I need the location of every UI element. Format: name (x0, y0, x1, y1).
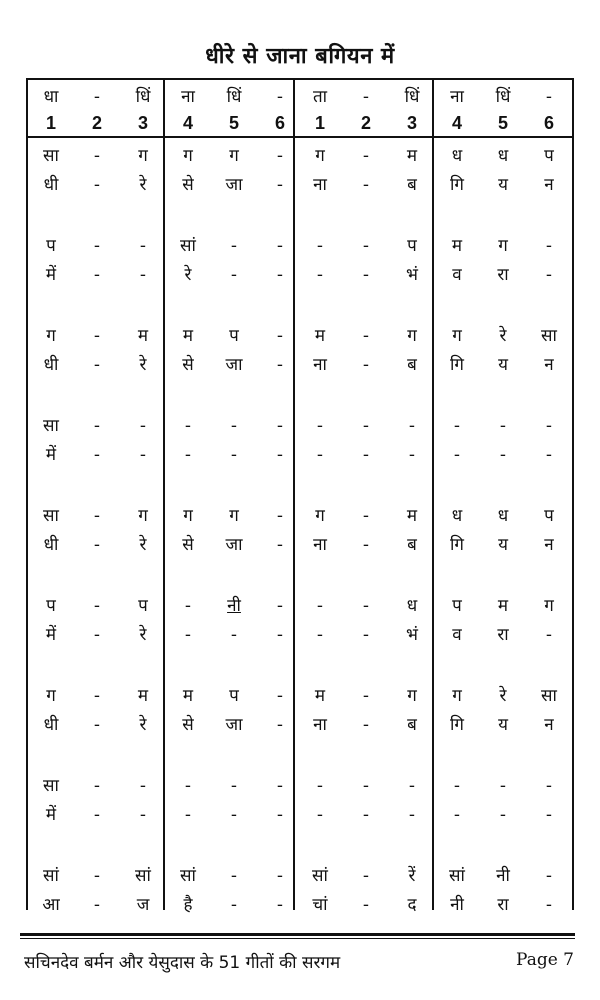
swar-row-cell: ग (452, 326, 462, 346)
lyric-row-cell: गि (450, 355, 464, 375)
swar-row-cell: म (406, 506, 418, 526)
beat_row-cell: 2 (91, 113, 102, 133)
lyric-row-cell: - (230, 625, 238, 645)
lyric-row-cell: से (182, 355, 194, 375)
swar-row-cell: ग (544, 596, 554, 616)
lyric-row-cell: - (499, 445, 507, 465)
swar-row-cell: प (229, 686, 239, 706)
swar-row-cell (211, 595, 257, 617)
lyric-row-cell: से (182, 535, 194, 555)
swar-row-cell: सा (541, 686, 557, 706)
swar-row-cell: ग (315, 146, 325, 166)
swar-row-cell: सां (43, 866, 59, 886)
lyric-row-cell: - (453, 445, 461, 465)
swar-row-cell: - (276, 416, 284, 436)
lyric-row-cell: ज (136, 895, 150, 915)
bol_row-cell: - (276, 87, 284, 107)
swar-row-cell: - (276, 506, 284, 526)
lyric-row-cell: न (544, 175, 554, 195)
lyric-row-cell: रे (139, 535, 147, 555)
lyric-row-cell: भं (406, 265, 418, 285)
swar-row-cell: - (499, 776, 507, 796)
swar-row-cell: सा (43, 146, 59, 166)
swar-row-cell: म (182, 686, 194, 706)
beat_row-cell: 4 (182, 113, 193, 133)
lyric-row-cell: रे (139, 355, 147, 375)
swar-row-cell: म (182, 326, 194, 346)
swar-row-cell: प (452, 596, 462, 616)
lyric-row-cell: य (498, 535, 508, 555)
lyric-row-cell: रा (497, 895, 509, 915)
swar-row-cell: ग (138, 506, 148, 526)
swar-row-cell: - (316, 416, 324, 436)
swar-row-cell: - (316, 776, 324, 796)
header-rule (26, 136, 574, 138)
swar-row-cell: - (276, 236, 284, 256)
bol_row-cell: धिं (135, 87, 151, 107)
swar-row-cell: नी (496, 866, 510, 886)
lyric-row-cell: धी (43, 715, 59, 735)
swar-row-cell: ग (407, 686, 417, 706)
swar-row-cell: - (362, 326, 370, 346)
bol_row-cell: धिं (495, 87, 511, 107)
bol_row-cell: - (93, 87, 101, 107)
swar-row-cell: ग (46, 686, 56, 706)
lyric-row-cell: य (498, 355, 508, 375)
underlined-note: नी (227, 596, 241, 616)
swar-row-cell: - (499, 416, 507, 436)
lyric-row-cell: - (93, 355, 101, 375)
swar-row-cell: प (229, 326, 239, 346)
footer-rule (20, 933, 575, 936)
lyric-row-cell: द (407, 895, 417, 915)
lyric-row-cell: - (276, 535, 284, 555)
swar-row-cell: - (408, 416, 416, 436)
footer-book-title: सचिनदेव बर्मन और येसुदास के 51 गीतों की सरगम (24, 953, 341, 973)
lyric-row-cell: - (316, 265, 324, 285)
lyric-row-cell: धी (43, 535, 59, 555)
swar-row-cell: सां (135, 866, 151, 886)
lyric-row-cell: रे (139, 175, 147, 195)
lyric-row-cell: में (45, 445, 57, 465)
bol_row-cell: धिं (404, 87, 420, 107)
lyric-row-cell: - (408, 445, 416, 465)
lyric-row-cell: में (45, 625, 57, 645)
swar-row-cell: - (139, 416, 147, 436)
lyric-row-cell: - (362, 445, 370, 465)
swar-row-cell: सां (312, 866, 328, 886)
swar-row-cell: ग (183, 506, 193, 526)
page-number: Page 7 (516, 950, 574, 970)
swar-row-cell: - (276, 776, 284, 796)
lyric-row-cell: ब (407, 175, 417, 195)
lyric-row-cell: रे (139, 625, 147, 645)
lyric-row-cell: ब (407, 535, 417, 555)
swar-row-cell: - (276, 866, 284, 886)
swar-row-cell: - (93, 686, 101, 706)
lyric-row-cell: - (408, 805, 416, 825)
swar-row-cell: - (93, 416, 101, 436)
beat_row-cell: 4 (451, 113, 462, 133)
lyric-row-cell: - (139, 265, 147, 285)
bol_row-cell: ता (312, 87, 328, 107)
bol_row-cell: धिं (226, 87, 242, 107)
lyric-row-cell: ना (313, 535, 327, 555)
lyric-row-cell: - (499, 805, 507, 825)
swar-row-cell: ध (451, 146, 463, 166)
swar-row-cell: - (545, 866, 553, 886)
lyric-row-cell: ना (313, 175, 327, 195)
beat_row-cell: 1 (45, 113, 56, 133)
lyric-row-cell: - (276, 715, 284, 735)
swar-row-cell: ग (229, 506, 239, 526)
swar-row-cell: - (93, 776, 101, 796)
swar-row-cell: - (362, 146, 370, 166)
swar-row-cell: ध (497, 146, 509, 166)
swar-row-cell: - (545, 416, 553, 436)
swar-row-cell: - (276, 686, 284, 706)
swar-row-cell: सा (43, 776, 59, 796)
swar-row-cell: - (93, 506, 101, 526)
swar-row-cell: म (314, 686, 326, 706)
swar-row-cell: - (93, 236, 101, 256)
lyric-row-cell: - (362, 265, 370, 285)
lyric-row-cell: - (316, 445, 324, 465)
swar-row-cell: प (46, 596, 56, 616)
lyric-row-cell: न (544, 355, 554, 375)
swar-row-cell: रें (408, 866, 416, 886)
lyric-row-cell: य (498, 175, 508, 195)
swar-row-cell: म (497, 596, 509, 616)
swar-row-cell: ध (497, 506, 509, 526)
lyric-row-cell: - (230, 895, 238, 915)
lyric-row-cell: - (93, 895, 101, 915)
swar-row-cell: ग (407, 326, 417, 346)
swar-row-cell: - (362, 686, 370, 706)
lyric-row-cell: - (93, 265, 101, 285)
lyric-row-cell: - (362, 895, 370, 915)
lyric-row-cell: - (276, 175, 284, 195)
lyric-row-cell: - (276, 265, 284, 285)
lyric-row-cell: में (45, 265, 57, 285)
bol_row-cell: ना (181, 87, 195, 107)
swar-row-cell: - (362, 866, 370, 886)
lyric-row-cell: - (362, 535, 370, 555)
swar-row-cell: - (276, 146, 284, 166)
lyric-row-cell: - (545, 805, 553, 825)
swar-row-cell: - (362, 416, 370, 436)
beat_row-cell: 2 (360, 113, 371, 133)
swar-row-cell: म (314, 326, 326, 346)
swar-row-cell: रे (499, 686, 507, 706)
swar-row-cell: ग (452, 686, 462, 706)
lyric-row-cell: ब (407, 715, 417, 735)
swar-row-cell: ग (183, 146, 193, 166)
lyric-row-cell: धी (43, 355, 59, 375)
lyric-row-cell: व (452, 625, 462, 645)
swar-row-cell: - (453, 416, 461, 436)
lyric-row-cell: - (184, 445, 192, 465)
lyric-row-cell: में (45, 805, 57, 825)
lyric-row-cell: - (93, 715, 101, 735)
lyric-row-cell: गि (450, 175, 464, 195)
beat_row-cell: 3 (406, 113, 417, 133)
lyric-row-cell: - (93, 175, 101, 195)
lyric-row-cell: व (452, 265, 462, 285)
lyric-row-cell: - (453, 805, 461, 825)
lyric-row-cell: - (276, 625, 284, 645)
lyric-row-cell: - (230, 445, 238, 465)
swar-row-cell: ध (406, 596, 418, 616)
lyric-row-cell: - (362, 175, 370, 195)
lyric-row-cell: - (362, 805, 370, 825)
lyric-row-cell: - (276, 805, 284, 825)
swar-row-cell: - (139, 776, 147, 796)
swar-row-cell: - (93, 146, 101, 166)
lyric-row-cell: रा (497, 625, 509, 645)
swar-row-cell: - (362, 506, 370, 526)
lyric-row-cell: - (545, 895, 553, 915)
lyric-row-cell: गि (450, 715, 464, 735)
lyric-row-cell: आ (42, 895, 60, 915)
swar-row-cell: सा (43, 506, 59, 526)
swar-row-cell: - (362, 596, 370, 616)
lyric-row-cell: ब (407, 355, 417, 375)
swar-row-cell: - (545, 236, 553, 256)
lyric-row-cell: नी (450, 895, 464, 915)
sargam-table (26, 78, 574, 915)
swar-row-cell: - (545, 776, 553, 796)
swar-row-cell: ग (46, 326, 56, 346)
lyric-row-cell: - (93, 445, 101, 465)
swar-row-cell: - (230, 236, 238, 256)
swar-row-cell: - (230, 416, 238, 436)
lyric-row-cell: - (230, 805, 238, 825)
bol_row-cell: ना (450, 87, 464, 107)
lyric-row-cell: - (184, 805, 192, 825)
lyric-row-cell: न (544, 535, 554, 555)
lyric-row-cell: - (316, 805, 324, 825)
swar-row-cell: - (93, 326, 101, 346)
lyric-row-cell: - (139, 445, 147, 465)
lyric-row-cell: - (93, 625, 101, 645)
lyric-row-cell: - (93, 805, 101, 825)
swar-row-cell: - (316, 236, 324, 256)
swar-row-cell: प (407, 236, 417, 256)
lyric-row-cell: - (362, 715, 370, 735)
lyric-row-cell: जा (225, 715, 243, 735)
lyric-row-cell: ना (313, 715, 327, 735)
lyric-row-cell: - (545, 625, 553, 645)
table-top-rule (26, 78, 574, 80)
lyric-row-cell: - (276, 895, 284, 915)
swar-row-cell: सां (449, 866, 465, 886)
beat_row-cell: 6 (543, 113, 554, 133)
lyric-row-cell: - (230, 265, 238, 285)
lyric-row-cell: गि (450, 535, 464, 555)
beat_row-cell: 6 (274, 113, 285, 133)
swar-row-cell: सां (180, 236, 196, 256)
lyric-row-cell: जा (225, 535, 243, 555)
lyric-row-cell: - (545, 445, 553, 465)
swar-row-cell: - (453, 776, 461, 796)
lyric-row-cell: धी (43, 175, 59, 195)
beat_row-cell: 1 (314, 113, 325, 133)
swar-row-cell: प (46, 236, 56, 256)
lyric-row-cell: - (545, 265, 553, 285)
bol_row-cell: - (545, 87, 553, 107)
swar-row-cell: प (544, 506, 554, 526)
swar-row-cell: प (138, 596, 148, 616)
lyric-row-cell: - (139, 805, 147, 825)
lyric-row-cell: - (184, 625, 192, 645)
swar-row-cell: - (230, 866, 238, 886)
page-title: धीरे से जाना बगियन में (205, 44, 395, 69)
bol_row-cell: धा (43, 87, 59, 107)
beat_row-cell: 3 (137, 113, 148, 133)
swar-row-cell: सा (43, 416, 59, 436)
swar-row-cell: ध (451, 506, 463, 526)
lyric-row-cell: ना (313, 355, 327, 375)
beat_row-cell: 5 (228, 113, 239, 133)
swar-row-cell: ग (229, 146, 239, 166)
footer-rule-thin (20, 938, 575, 939)
swar-row-cell: म (137, 686, 149, 706)
lyric-row-cell: रे (184, 265, 192, 285)
lyric-row-cell: चां (312, 895, 328, 915)
lyric-row-cell: न (544, 715, 554, 735)
lyric-row-cell: - (276, 445, 284, 465)
swar-row-cell: - (316, 596, 324, 616)
bol_row-cell: - (362, 87, 370, 107)
swar-row-cell: - (184, 596, 192, 616)
lyric-row-cell: भं (406, 625, 418, 645)
swar-row-cell: - (276, 326, 284, 346)
swar-row-cell: - (93, 596, 101, 616)
lyric-row-cell: से (182, 175, 194, 195)
swar-row-cell: - (362, 776, 370, 796)
lyric-row-cell: से (182, 715, 194, 735)
swar-row-cell: - (184, 776, 192, 796)
swar-row-cell: ग (315, 506, 325, 526)
lyric-row-cell: रे (139, 715, 147, 735)
swar-row-cell: - (139, 236, 147, 256)
lyric-row-cell: - (316, 625, 324, 645)
swar-row-cell: म (137, 326, 149, 346)
lyric-row-cell: जा (225, 355, 243, 375)
lyric-row-cell: जा (225, 175, 243, 195)
swar-row-cell: म (451, 236, 463, 256)
lyric-row-cell: य (498, 715, 508, 735)
swar-row-cell: रे (499, 326, 507, 346)
swar-row-cell: - (184, 416, 192, 436)
swar-row-cell: सा (541, 326, 557, 346)
lyric-row-cell: - (362, 355, 370, 375)
swar-row-cell: - (93, 866, 101, 886)
lyric-row-cell: - (276, 355, 284, 375)
lyric-row-cell: - (93, 535, 101, 555)
swar-row-cell: - (276, 596, 284, 616)
swar-row-cell: ग (498, 236, 508, 256)
lyric-row-cell: रा (497, 265, 509, 285)
swar-row-cell: - (408, 776, 416, 796)
swar-row-cell: - (230, 776, 238, 796)
swar-row-cell: म (406, 146, 418, 166)
beat_row-cell: 5 (497, 113, 508, 133)
swar-row-cell: - (362, 236, 370, 256)
lyric-row-cell: है (183, 895, 193, 915)
swar-row-cell: सां (180, 866, 196, 886)
swar-row-cell: ग (138, 146, 148, 166)
swar-row-cell: प (544, 146, 554, 166)
lyric-row-cell: - (362, 625, 370, 645)
